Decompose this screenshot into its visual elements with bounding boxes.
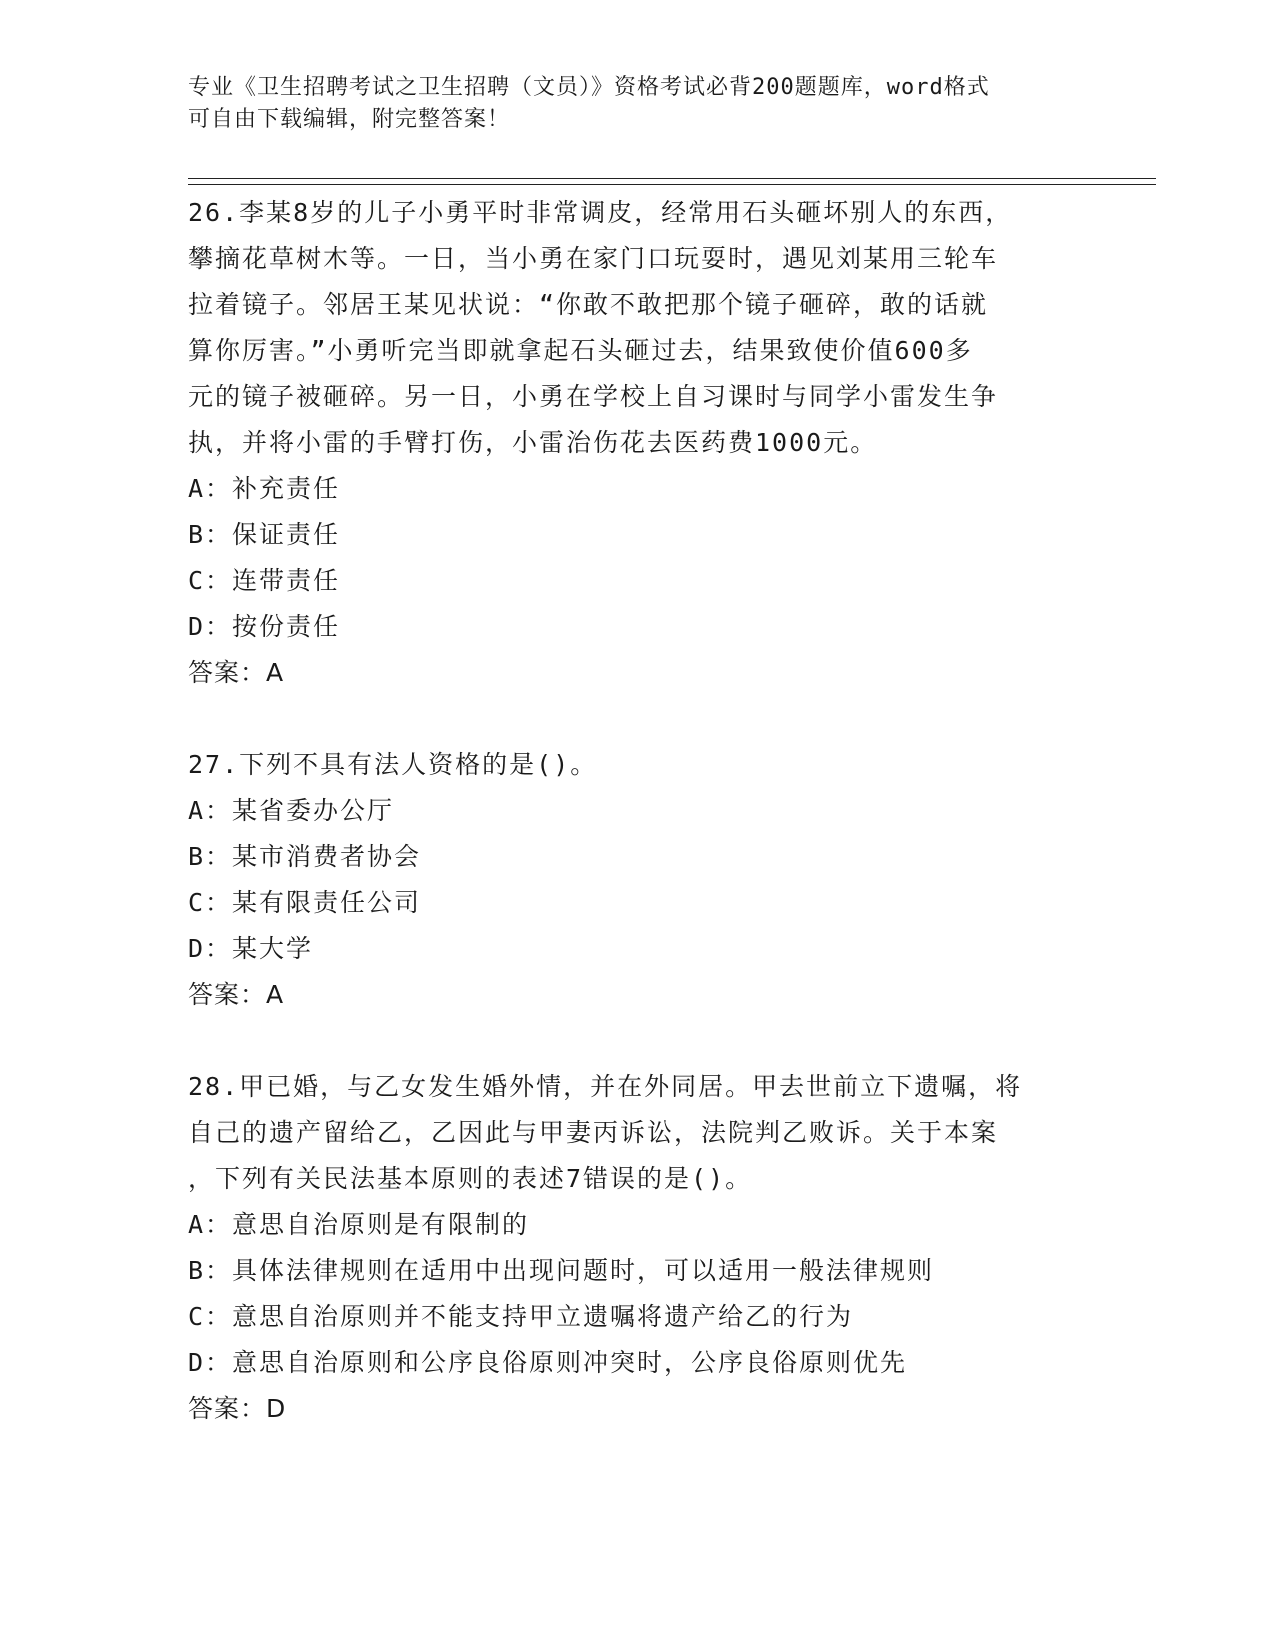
header-line-1: 专业《卫生招聘考试之卫生招聘（文员）》资格考试必背200题题库，word格式 [188, 75, 990, 100]
option-c: C：某有限责任公司 [188, 888, 422, 917]
question-stem-line: 算你厉害。”小勇听完当即就拿起石头砸过去，结果致使价值600多 [188, 336, 973, 365]
option-c: C：连带责任 [188, 566, 341, 595]
header-divider-bottom [188, 184, 1156, 185]
header-divider-top [188, 178, 1156, 179]
question-stem-line: ，下列有关民法基本原则的表述7错误的是()。 [188, 1164, 753, 1193]
option-d: D：某大学 [188, 934, 314, 963]
option-b: B：某市消费者协会 [188, 842, 422, 871]
document-header [188, 72, 1068, 136]
question-26 [188, 190, 1088, 696]
answer-line: 答案：A [188, 658, 285, 687]
question-stem-line: 元的镜子被砸碎。另一日，小勇在学校上自习课时与同学小雷发生争 [188, 382, 999, 411]
option-d: D：意思自治原则和公序良俗原则冲突时，公序良俗原则优先 [188, 1348, 908, 1377]
question-stem-line: 拉着镜子。邻居王某见状说：“你敢不敢把那个镜子砸碎，敢的话就 [188, 290, 989, 319]
question-stem-line: 攀摘花草树木等。一日，当小勇在家门口玩耍时，遇见刘某用三轮车 [188, 244, 999, 273]
option-b: B：具体法律规则在适用中出现问题时，可以适用一般法律规则 [188, 1256, 935, 1285]
question-stem-line: 27.下列不具有法人资格的是()。 [188, 750, 598, 779]
option-a: A：意思自治原则是有限制的 [188, 1210, 530, 1239]
header-line-2: 可自由下载编辑，附完整答案！ [188, 107, 511, 132]
option-c: C：意思自治原则并不能支持甲立遗嘱将遗产给乙的行为 [188, 1302, 854, 1331]
question-stem-line: 28.甲已婚，与乙女发生婚外情，并在外同居。甲去世前立下遗嘱，将 [188, 1072, 1023, 1101]
question-27 [188, 742, 1088, 1018]
option-b: B：保证责任 [188, 520, 341, 549]
question-28 [188, 1064, 1088, 1432]
question-stem-line: 自己的遗产留给乙，乙因此与甲妻丙诉讼，法院判乙败诉。关于本案 [188, 1118, 999, 1147]
answer-line: 答案：A [188, 980, 285, 1009]
option-d: D：按份责任 [188, 612, 341, 641]
question-spacer [188, 696, 1088, 742]
option-a: A：某省委办公厅 [188, 796, 395, 825]
answer-line: 答案：D [188, 1394, 287, 1423]
question-spacer [188, 1018, 1088, 1064]
question-stem-line: 26.李某8岁的儿子小勇平时非常调皮，经常用石头砸坏别人的东西， [188, 198, 1013, 227]
question-list [188, 190, 1088, 1432]
option-a: A：补充责任 [188, 474, 341, 503]
question-stem-line: 执，并将小雷的手臂打伤，小雷治伤花去医药费1000元。 [188, 428, 878, 457]
